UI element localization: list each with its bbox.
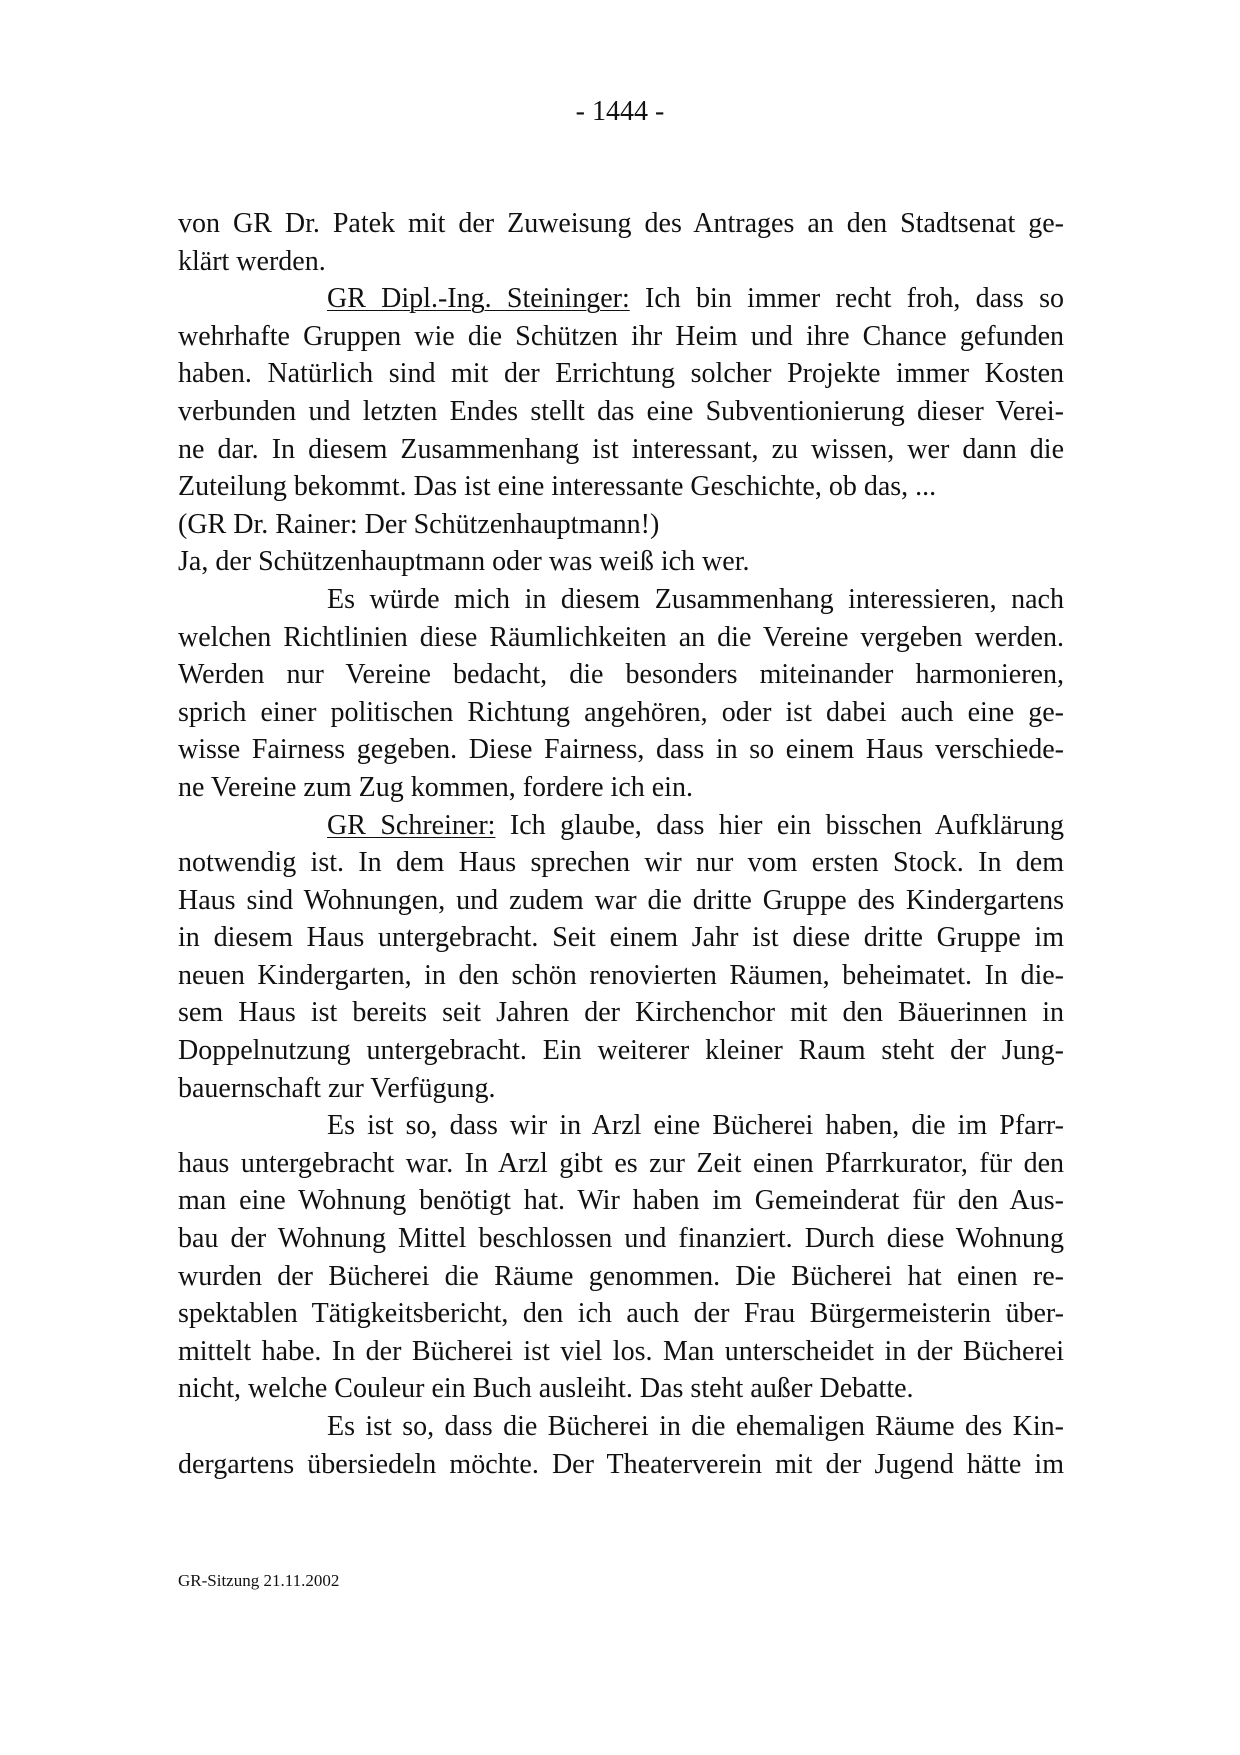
text-line: spektablen Tätigkeitsbericht, den ich auch der Frau Bürgermeisterin über- [178, 1298, 1064, 1330]
text-line: Doppelnutzung untergebracht. Ein weiterer kleiner Raum steht der Jung- [178, 1035, 1064, 1067]
text-line: Ja, der Schützenhauptmann oder was weiß ich wer. [178, 546, 750, 578]
text-line: wisse Fairness gegeben. Diese Fairness, dass in so einem Haus verschiede- [178, 734, 1064, 766]
text-line: nicht, welche Couleur ein Buch ausleiht. Das steht außer Debatte. [178, 1373, 914, 1405]
text-line: neuen Kindergarten, in den schön renovierten Räumen, beheimatet. In die- [178, 959, 1064, 991]
text-line: ne dar. In diesem Zusammenhang ist interessant, zu wissen, wer dann die [178, 433, 1064, 465]
speaker-name: GR Schreiner: [327, 809, 496, 841]
text-line: bau der Wohnung Mittel beschlossen und finanziert. Durch diese Wohnung [178, 1223, 1064, 1255]
speaker-line [178, 807, 1064, 845]
text-line: mittelt habe. In der Bücherei ist viel los. Man unterscheidet in der Bücherei [178, 1335, 1064, 1367]
speaker-text: Ich bin immer recht froh, dass so [629, 283, 1064, 315]
text-line: Haus sind Wohnungen, und zudem war die dritte Gruppe des Kindergartens [178, 884, 1064, 916]
text-line: Es ist so, dass die Bücherei in die ehemaligen Räume des Kin- [327, 1411, 1064, 1442]
text-line: Es ist so, dass wir in Arzl eine Bücherei haben, die im Pfarr- [327, 1110, 1064, 1142]
interjection-line: (GR Dr. Rainer: Der Schützenhauptmann!) [178, 508, 660, 540]
text-line: sem Haus ist bereits seit Jahren der Kirchenchor mit den Bäuerinnen in [178, 997, 1064, 1029]
text-line: haus untergebracht war. In Arzl gibt es zur Zeit einen Pfarrkurator, für den [178, 1147, 1064, 1179]
text-line: notwendig ist. In dem Haus sprechen wir nur vom ersten Stock. In dem [178, 847, 1064, 879]
text-line: wehrhafte Gruppen wie die Schützen ihr Heim und ihre Chance gefunden [178, 320, 1064, 352]
text-line: klärt werden. [178, 245, 326, 277]
text-line: in diesem Haus untergebracht. Seit einem Jahr ist diese dritte Gruppe im [178, 922, 1064, 954]
speaker-name: GR Dipl.-Ing. Steininger: [327, 283, 630, 315]
page-footer: GR-Sitzung 21.11.2002 [178, 1571, 340, 1590]
text-line: verbunden und letzten Endes stellt das eine Subventionierung dieser Verei- [178, 395, 1064, 427]
page-number: - 1444 - [575, 96, 665, 127]
text-line: man eine Wohnung benötigt hat. Wir haben im Gemeinderat für den Aus- [178, 1185, 1064, 1217]
text-line: Es würde mich in diesem Zusammenhang interessieren, nach [327, 583, 1064, 615]
text-line: dergartens übersiedeln möchte. Der Theaterverein mit der Jugend hätte im [178, 1448, 1064, 1480]
text-line: wurden der Bücherei die Räume genommen. Die Bücherei hat einen re- [178, 1260, 1064, 1292]
text-line: haben. Natürlich sind mit der Errichtung solcher Projekte immer Kosten [178, 358, 1064, 390]
text-line: Werden nur Vereine bedacht, die besonders miteinander harmonieren, [178, 659, 1064, 691]
text-line: von GR Dr. Patek mit der Zuweisung des Antrages an den Stadtsenat ge- [178, 208, 1064, 239]
text-line: Zuteilung bekommt. Das ist eine interessante Geschichte, ob das, ... [178, 471, 937, 503]
speaker-line [178, 280, 1064, 318]
speaker-text: Ich glaube, dass hier ein bisschen Aufklärung [495, 809, 1064, 841]
text-line: sprich einer politischen Richtung angehören, oder ist dabei auch eine ge- [178, 696, 1064, 728]
text-line: bauernschaft zur Verfügung. [178, 1072, 496, 1104]
document-body [178, 205, 1064, 1483]
text-line: ne Vereine zum Zug kommen, fordere ich ein. [178, 771, 693, 803]
text-line: welchen Richtlinien diese Räumlichkeiten an die Vereine vergeben werden. [178, 621, 1064, 653]
